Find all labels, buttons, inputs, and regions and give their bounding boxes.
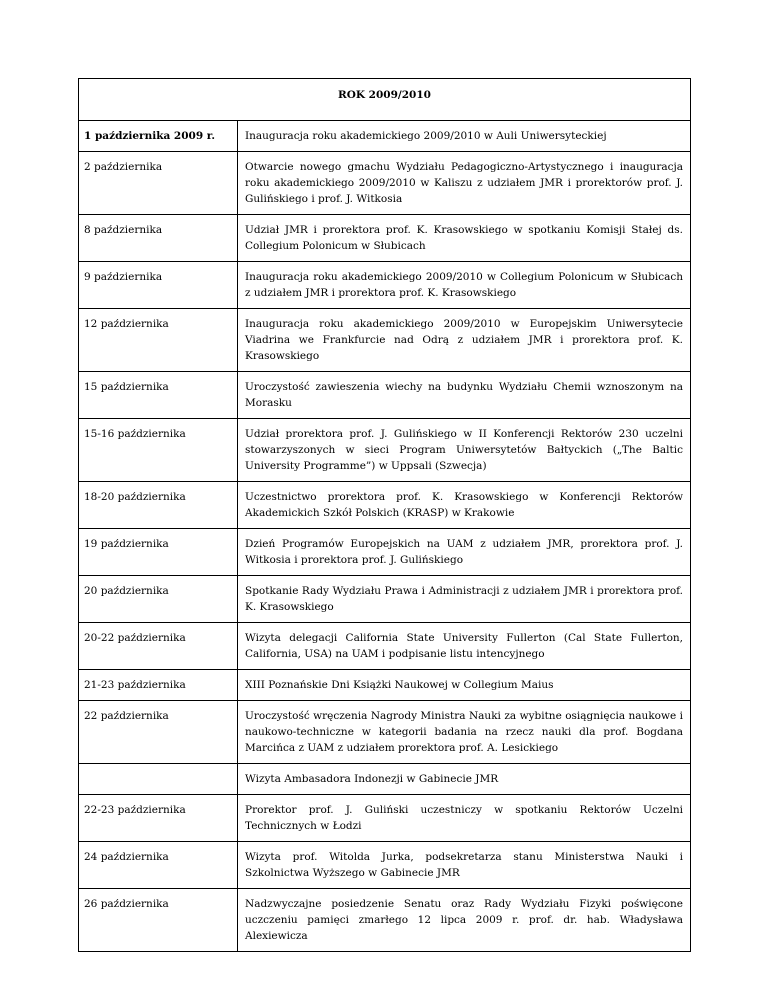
event-date: 20 października xyxy=(79,576,238,623)
table-row xyxy=(79,121,691,152)
table-row xyxy=(79,482,691,529)
event-date: 20-22 października xyxy=(79,623,238,670)
event-date: 18-20 października xyxy=(79,482,238,529)
event-date: 19 października xyxy=(79,529,238,576)
event-description: Spotkanie Rady Wydziału Prawa i Administracji z udziałem JMR i prorektora prof. K. Krasowskiego xyxy=(238,576,691,623)
event-date: 22 października xyxy=(79,701,238,764)
table-row xyxy=(79,842,691,889)
event-date: 2 października xyxy=(79,152,238,215)
table-row xyxy=(79,623,691,670)
event-description: Udział JMR i prorektora prof. K. Krasowskiego w spotkaniu Komisji Stałej ds. Collegium Polonicum w Słubicach xyxy=(238,215,691,262)
table-row xyxy=(79,309,691,372)
event-description: Dzień Programów Europejskich na UAM z udziałem JMR, prorektora prof. J. Witkosia i prorektora prof. J. Gulińskiego xyxy=(238,529,691,576)
page-title: ROK 2009/2010 xyxy=(79,79,691,121)
table-row xyxy=(79,764,691,795)
event-date: 24 października xyxy=(79,842,238,889)
event-description: Wizyta delegacji California State University Fullerton (Cal State Fullerton, California, USA) na UAM i podpisanie listu intencyjnego xyxy=(238,623,691,670)
event-description: Otwarcie nowego gmachu Wydziału Pedagogiczno-Artystycznego i inauguracja roku akademickiego 2009/2010 w Kaliszu z udziałem JMR i prorektorów prof. J. Gulińskiego i prof. J. Witkosia xyxy=(238,152,691,215)
event-description: Uroczystość zawieszenia wiechy na budynku Wydziału Chemii wznoszonym na Morasku xyxy=(238,372,691,419)
event-description: Wizyta Ambasadora Indonezji w Gabinecie JMR xyxy=(238,764,691,795)
event-date: 1 października 2009 r. xyxy=(79,121,238,152)
table-row xyxy=(79,576,691,623)
event-description: Uczestnictwo prorektora prof. K. Krasowskiego w Konferencji Rektorów Akademickich Szkół Polskich (KRASP) w Krakowie xyxy=(238,482,691,529)
events-table xyxy=(78,78,691,952)
event-date: 12 października xyxy=(79,309,238,372)
event-date: 21-23 października xyxy=(79,670,238,701)
event-date: 8 października xyxy=(79,215,238,262)
table-row xyxy=(79,889,691,952)
table-row xyxy=(79,152,691,215)
event-description: Nadzwyczajne posiedzenie Senatu oraz Rady Wydziału Fizyki poświęcone uczczeniu pamięci zmarłego 12 lipca 2009 r. prof. dr. hab. Władysława Alexiewicza xyxy=(238,889,691,952)
table-row xyxy=(79,795,691,842)
event-date: 15-16 października xyxy=(79,419,238,482)
table-row xyxy=(79,701,691,764)
event-description: XIII Poznańskie Dni Książki Naukowej w Collegium Maius xyxy=(238,670,691,701)
table-row xyxy=(79,215,691,262)
event-date xyxy=(79,764,238,795)
event-date: 26 października xyxy=(79,889,238,952)
title-row xyxy=(79,79,691,121)
table-row xyxy=(79,419,691,482)
event-date: 9 października xyxy=(79,262,238,309)
table-row xyxy=(79,670,691,701)
event-description: Wizyta prof. Witolda Jurka, podsekretarza stanu Ministerstwa Nauki i Szkolnictwa Wyższego w Gabinecie JMR xyxy=(238,842,691,889)
table-row xyxy=(79,529,691,576)
event-date: 22-23 października xyxy=(79,795,238,842)
event-description: Prorektor prof. J. Guliński uczestniczy w spotkaniu Rektorów Uczelni Technicznych w Łodzi xyxy=(238,795,691,842)
event-description: Inauguracja roku akademickiego 2009/2010 w Europejskim Uniwersytecie Viadrina we Frankfurcie nad Odrą z udziałem JMR i prorektora prof. K. Krasowskiego xyxy=(238,309,691,372)
event-description: Uroczystość wręczenia Nagrody Ministra Nauki za wybitne osiągnięcia naukowe i naukowo-techniczne w kategorii badania na rzecz nauki dla prof. Bogdana Marcińca z UAM z udziałem prorektora prof. A. Lesickiego xyxy=(238,701,691,764)
table-row xyxy=(79,372,691,419)
event-description: Udział prorektora prof. J. Gulińskiego w II Konferencji Rektorów 230 uczelni stowarzyszonych w sieci Program Uniwersytetów Bałtyckich („The Baltic University Programme”) w Uppsali (Szwecja) xyxy=(238,419,691,482)
table-row xyxy=(79,262,691,309)
event-description: Inauguracja roku akademickiego 2009/2010 w Collegium Polonicum w Słubicach z udziałem JMR i prorektora prof. K. Krasowskiego xyxy=(238,262,691,309)
event-date: 15 października xyxy=(79,372,238,419)
event-description: Inauguracja roku akademickiego 2009/2010 w Auli Uniwersyteckiej xyxy=(238,121,691,152)
